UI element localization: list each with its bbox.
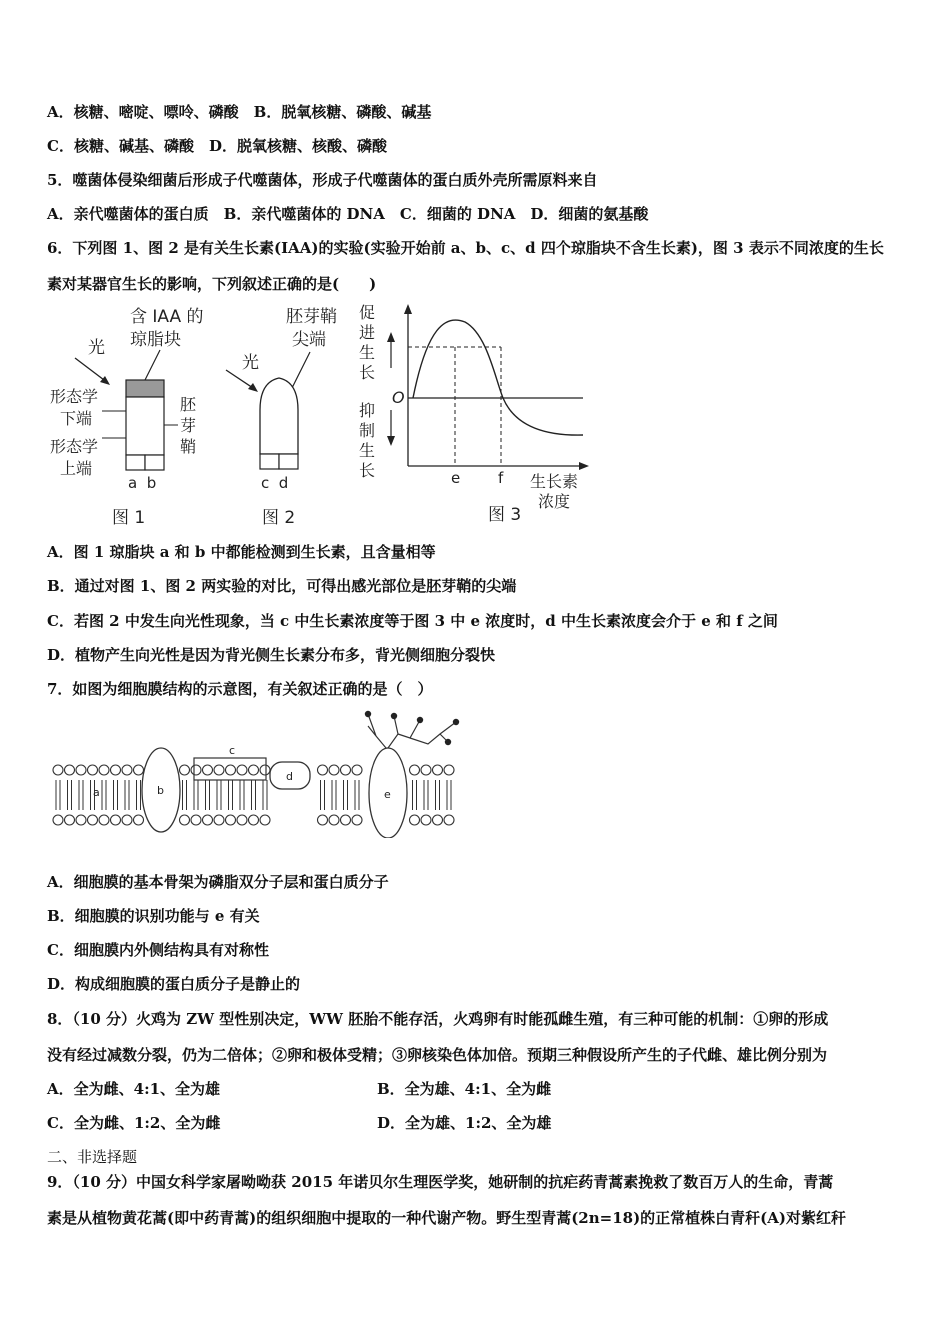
phospholipid-head	[352, 815, 362, 825]
phospholipid-head	[444, 765, 454, 775]
fig1-iaa-agar-block	[126, 380, 164, 397]
phospholipid-head	[203, 765, 213, 775]
fig3-caption: 图 3	[488, 505, 522, 525]
fig2-caption: 图 2	[262, 508, 296, 528]
fig3-down-arrowhead	[387, 436, 395, 446]
fig2-block-c	[260, 454, 279, 469]
fig3-xlabel-2: 浓度	[538, 492, 571, 511]
q6-option-d: D．植物产生向光性是因为背光侧生长素分布多，背光侧细胞分裂快	[47, 646, 496, 664]
phospholipid-head	[134, 765, 144, 775]
fig1-coleoptile-1: 胚	[180, 395, 197, 414]
fig3-inhibit-3: 生	[359, 441, 376, 460]
phospholipid-head	[318, 815, 328, 825]
glycocalyx-end-4	[453, 719, 459, 725]
phospholipid-head	[180, 765, 190, 775]
phospholipid-head	[191, 815, 201, 825]
fig3-promote-1: 促	[359, 303, 376, 322]
q5-stem: 5．噬菌体侵染细菌后形成子代噬菌体，形成子代噬菌体的蛋白质外壳所需原料来自	[47, 171, 598, 189]
phospholipid-head	[99, 815, 109, 825]
fig3-inhibit-4: 长	[359, 461, 376, 480]
membrane-label-e: e	[384, 788, 391, 801]
fig3-xlabel-1: 生长素	[530, 472, 579, 491]
fig1-block-b	[145, 455, 164, 470]
fig3-promote-4: 长	[359, 363, 376, 382]
q6-option-c: C．若图 2 中发生向光性现象，当 c 中生长素浓度等于图 3 中 e 浓度时，d 中生长素浓度会介于 e 和 f 之间	[47, 612, 778, 630]
fig3-origin: O	[392, 388, 405, 407]
q9-stem-line2: 素是从植物黄花蒿(即中药青蒿)的组织细胞中提取的一种代谢产物。野生型青蒿(2n=18)的正常植株白青秆(A)对紫红秆	[47, 1209, 847, 1227]
phospholipid-head	[410, 815, 420, 825]
fig1-agar-pointer	[145, 350, 160, 380]
phospholipid-head	[76, 765, 86, 775]
fig2-light-arrowhead	[248, 383, 258, 392]
q8-option-d: D．全为雄、1:2、全为雄	[377, 1114, 552, 1132]
q7-stem: 7．如图为细胞膜结构的示意图，有关叙述正确的是（ ）	[47, 680, 433, 698]
phospholipid-head	[433, 815, 443, 825]
section-heading-2: 二、非选择题	[47, 1148, 138, 1166]
q8-stem-line1: 8．（10 分）火鸡为 ZW 型性别决定，WW 胚胎不能存活，火鸡卵有时能孤雌生殖，有三种可能的机制：①卵的形成	[47, 1010, 829, 1028]
glycocalyx-end-1	[365, 711, 371, 717]
phospholipid-head	[433, 765, 443, 775]
q8-option-c: C．全为雌、1:2、全为雌	[47, 1114, 221, 1132]
phospholipid-head	[226, 765, 236, 775]
q6-option-a: A．图 1 琼脂块 a 和 b 中都能检测到生长素，且含量相等	[47, 543, 436, 561]
figure-3	[355, 298, 595, 530]
fig3-tick-f: f	[498, 469, 504, 487]
fig1-label-agar: 含 IAA 的	[130, 307, 204, 327]
q6-option-b: B．通过对图 1、图 2 两实验的对比，可得出感光部位是胚芽鞘的尖端	[47, 577, 517, 595]
phospholipid-head	[191, 765, 201, 775]
phospholipid-head	[111, 815, 121, 825]
fig2-tip-label-2: 尖端	[292, 330, 326, 350]
fig1-block-labels: a b	[128, 474, 157, 492]
fig1-morph-lower-1: 形态学	[50, 387, 99, 406]
phospholipid-head	[214, 765, 224, 775]
membrane-label-c: c	[229, 744, 236, 757]
glycocalyx-chain-1	[368, 714, 386, 748]
q4-options-line1: A．核糖、嘧啶、嘌呤、磷酸 B．脱氧核糖、磷酸、碱基	[47, 103, 432, 121]
q7-option-c: C．细胞膜内外侧结构具有对称性	[47, 941, 269, 959]
fig3-inhibit-2: 制	[359, 421, 376, 440]
membrane-label-a: a	[93, 786, 100, 799]
phospholipid-head	[341, 765, 351, 775]
phospholipid-head	[421, 765, 431, 775]
fig1-coleoptile-segment	[126, 397, 164, 455]
phospholipid-head	[226, 815, 236, 825]
phospholipid-head	[260, 815, 270, 825]
q8-option-b: B．全为雄、4:1、全为雌	[377, 1080, 552, 1098]
phospholipid-head	[329, 815, 339, 825]
q5-options: A．亲代噬菌体的蛋白质 B．亲代噬菌体的 DNA C．细菌的 DNA D．细菌的氨基酸	[47, 205, 649, 223]
fig3-inhibit-1: 抑	[359, 401, 376, 420]
q8-option-a: A．全为雌、4:1、全为雄	[47, 1080, 221, 1098]
fig2-coleoptile	[260, 378, 298, 454]
phospholipid-head	[214, 815, 224, 825]
q7-option-a: A．细胞膜的基本骨架为磷脂双分子层和蛋白质分子	[47, 873, 389, 891]
phospholipid-head	[65, 815, 75, 825]
membrane-figure	[46, 708, 466, 838]
fig1-label-agar2: 琼脂块	[130, 330, 181, 350]
phospholipid-head	[203, 815, 213, 825]
fig2-block-labels: c d	[261, 474, 289, 492]
fig3-up-arrowhead	[387, 332, 395, 342]
phospholipid-head	[122, 765, 132, 775]
phospholipid-head	[134, 815, 144, 825]
q7-option-b: B．细胞膜的识别功能与 e 有关	[47, 907, 260, 925]
figure-2	[218, 298, 358, 530]
fig2-block-d	[279, 454, 298, 469]
fig1-block-a	[126, 455, 145, 470]
fig1-coleoptile-3: 鞘	[180, 437, 197, 456]
phospholipid-head	[88, 815, 98, 825]
glycocalyx-end-5	[445, 739, 451, 745]
glycocalyx-end-3	[417, 717, 423, 723]
phospholipid-head	[249, 815, 259, 825]
fig1-morph-upper-1: 形态学	[50, 437, 99, 456]
phospholipid-head	[318, 765, 328, 775]
phospholipid-head	[352, 765, 362, 775]
phospholipid-head	[180, 815, 190, 825]
phospholipid-head	[111, 765, 121, 775]
fig3-y-arrowhead	[404, 304, 412, 314]
phospholipid-head	[88, 765, 98, 775]
phospholipid-head	[65, 765, 75, 775]
q9-stem-line1: 9．（10 分）中国女科学家屠呦呦获 2015 年诺贝尔生理医学奖，她研制的抗疟药青蒿素挽救了数百万人的生命，青蒿	[47, 1173, 834, 1191]
q4-options-line2: C．核糖、碱基、磷酸 D．脱氧核糖、核酸、磷酸	[47, 137, 387, 155]
phospholipid-head	[249, 765, 259, 775]
phospholipid-head	[122, 815, 132, 825]
phospholipid-head	[444, 815, 454, 825]
fig2-light-label: 光	[242, 353, 259, 373]
fig2-tip-label-1: 胚芽鞘	[286, 307, 337, 327]
membrane-label-b: b	[157, 784, 164, 797]
fig1-coleoptile-2: 芽	[180, 416, 197, 435]
phospholipid-head	[76, 815, 86, 825]
figure-1	[40, 298, 230, 530]
phospholipid-head	[421, 815, 431, 825]
q8-stem-line2: 没有经过减数分裂，仍为二倍体；②卵和极体受精；③卵核染色体加倍。预期三种假设所产生的子代雌、雄比例分别为	[47, 1046, 828, 1064]
phospholipid-head	[237, 765, 247, 775]
phospholipid-head	[329, 765, 339, 775]
fig1-morph-upper-2: 上端	[60, 459, 93, 478]
q7-option-d: D．构成细胞膜的蛋白质分子是静止的	[47, 975, 301, 993]
fig1-morph-lower-2: 下端	[60, 409, 93, 428]
q6-stem-line2: 素对某器官生长的影响，下列叙述正确的是( )	[47, 275, 377, 293]
phospholipid-head	[53, 815, 63, 825]
fig3-tick-e: e	[451, 469, 461, 487]
fig1-light-label: 光	[88, 338, 105, 358]
fig3-promote-3: 生	[359, 343, 376, 362]
fig3-response-curve	[413, 320, 583, 435]
membrane-label-d: d	[286, 770, 293, 783]
phospholipid-head	[53, 765, 63, 775]
phospholipid-head	[99, 765, 109, 775]
phospholipid-head	[260, 765, 270, 775]
fig3-promote-2: 进	[359, 323, 376, 342]
phospholipid-head	[410, 765, 420, 775]
glycocalyx-end-2	[391, 713, 397, 719]
fig3-x-arrowhead	[579, 462, 589, 470]
q6-stem-line1: 6．下列图 1、图 2 是有关生长素(IAA)的实验(实验开始前 a、b、c、d 四个琼脂块不含生长素)，图 3 表示不同浓度的生长	[47, 239, 884, 257]
phospholipid-head	[341, 815, 351, 825]
phospholipid-head	[237, 815, 247, 825]
fig1-caption: 图 1	[112, 508, 146, 528]
